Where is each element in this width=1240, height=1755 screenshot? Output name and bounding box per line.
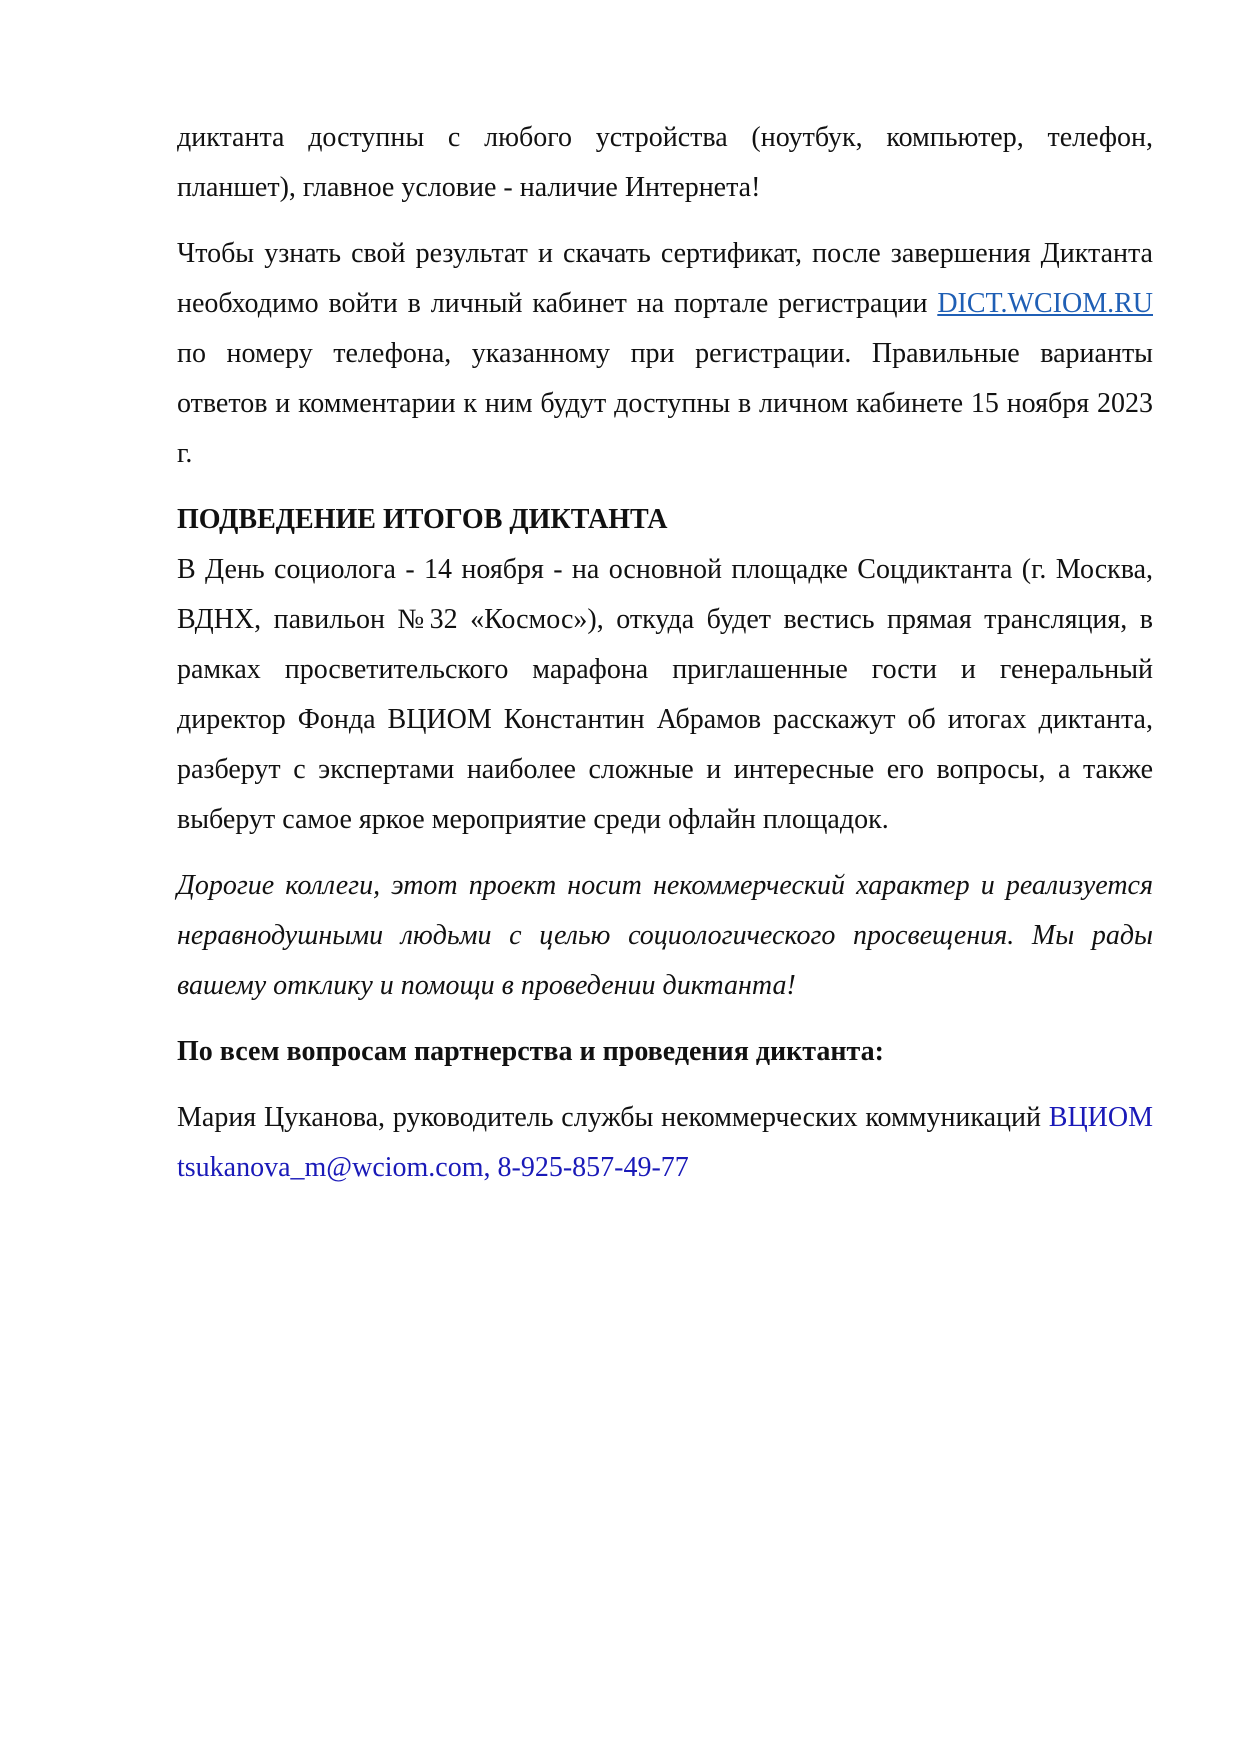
paragraph-contact-info (177, 1093, 1153, 1193)
paragraph-appeal-colleagues (177, 861, 1153, 1011)
document-page (177, 113, 1153, 1209)
paragraph-device-access (177, 113, 1153, 213)
paragraph-sociologist-day-text: В День социолога - 14 ноября - на основной площадке Соцдиктанта (г. Москва, ВДНХ, павильон №32 «Космос»), откуда будет вестись прямая трансляция, в рамках просветительского марафона приглашенные гости и генеральный директор Фонда ВЦИОМ Константин Абрамов расскажут об итогах диктанта, разберут с экспертами наиболее сложные и интересные его вопросы, а также выберут самое яркое мероприятие среди офлайн площадок. (177, 554, 1153, 835)
results-text-before-link: Чтобы узнать свой результат и скачать сертификат, после завершения Диктанта необходимо войти в личный кабинет на портале регистрации (177, 238, 1153, 319)
contacts-heading: По всем вопросам партнерства и проведения диктанта: (177, 1036, 884, 1067)
paragraph-appeal-colleagues-text: Дорогие коллеги, этот проект носит некоммерческий характер и реализуется неравнодушными людьми с целью социологического просвещения. Мы рады вашему отклику и помощи в проведении диктанта! (177, 870, 1153, 1001)
paragraph-sociologist-day (177, 545, 1153, 845)
section-heading-results: ПОДВЕДЕНИЕ ИТОГОВ ДИКТАНТА (177, 504, 668, 535)
contact-person-text: Мария Цуканова, руководитель службы некоммерческих коммуникаций (177, 1102, 1049, 1133)
results-text-after-link: по номеру телефона, указанному при регистрации. Правильные варианты ответов и комментарии к ним будут доступны в личном кабинете 15 ноября 2023 г. (177, 338, 1153, 469)
paragraph-device-access-text: диктанта доступны с любого устройства (ноутбук, компьютер, телефон, планшет), главное условие - наличие Интернета! (177, 122, 1153, 203)
paragraph-results-certificate (177, 229, 1153, 479)
registration-portal-link[interactable]: DICT.WCIOM.RU (937, 288, 1153, 319)
contact-email-phone[interactable]: ВЦИОМ tsukanova_m@wciom.com, 8-925-857-49-77 (177, 1102, 1153, 1183)
